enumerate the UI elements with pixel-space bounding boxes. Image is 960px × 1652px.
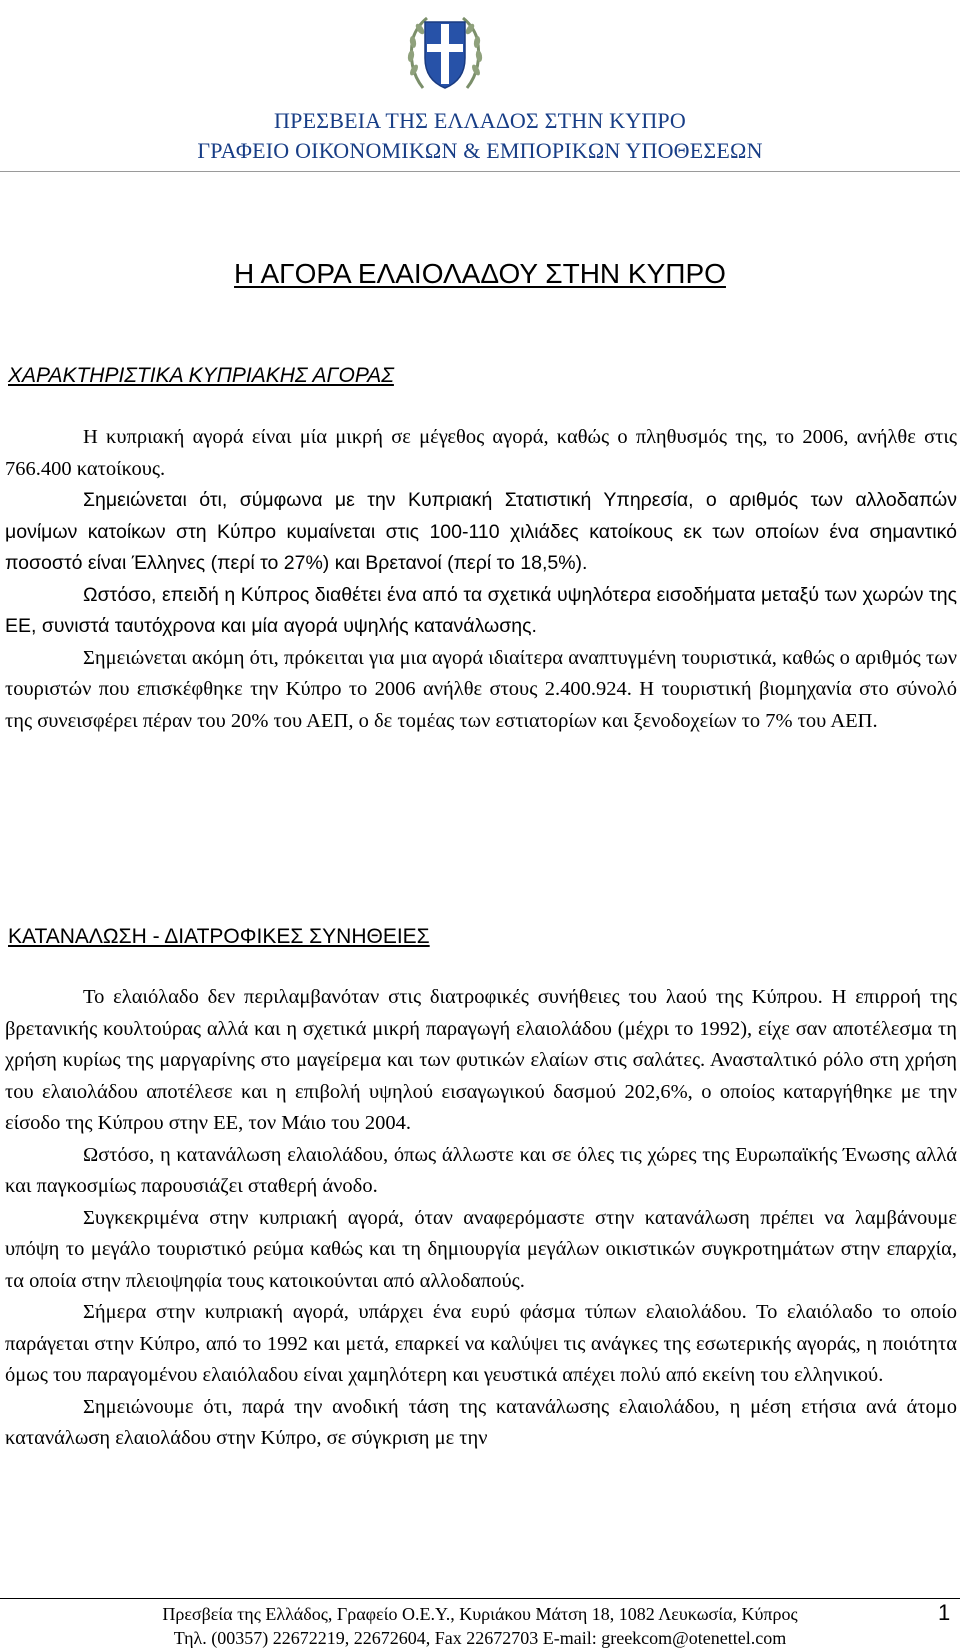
paragraph: Σημειώνεται ότι, σύμφωνα με την Κυπριακή Στατιστική Υπηρεσία, ο αριθμός των αλλοδαπών μονίμων κατοίκων στη Κύπρο κυμαίνεται στις 100-110 χιλιάδες κατοίκους εκ των οποίων ένα σημαντικό ποσοστό είναι Έλληνες (περί το 27%) και Βρετανοί (περί το 18,5%).: [5, 489, 957, 574]
paragraph: Σήμερα στην κυπριακή αγορά, υπάρχει ένα ευρύ φάσμα τύπων ελαιολάδου. Το ελαιόλαδο το οποίο παράγεται στην Κύπρο, από το 1992 και μετά, επαρκεί να καλύψει τις ανάγκες της εσωτερικής αγοράς, η ποιότητα όμως του παραγομένου ελαιόλαδου είναι χαμηλότερη και γευστικά απέχει πολύ από εκείνη του ελληνικού.: [5, 1301, 957, 1386]
section-body-market: [5, 422, 957, 737]
section-body-consumption: [5, 982, 957, 1455]
footer-address: Πρεσβεία της Ελλάδος, Γραφείο Ο.Ε.Υ., Κυριάκου Μάτση 18, 1082 Λευκωσία, Κύπρος: [162, 1604, 798, 1624]
paragraph: Σημειώνεται ακόμη ότι, πρόκειται για μια αγορά ιδιαίτερα αναπτυγμένη τουριστικά, καθώς ο αριθμός των τουριστών που επισκέφθηκε την Κύπρο το 2006 ανήλθε στους 2.400.924. Η τουριστική βιομηχανία στο σύνολό της συνεισφέρει πέραν του 20% του ΑΕΠ, ο δε τομέας των εστιατορίων και ξενοδοχείων το 7% του ΑΕΠ.: [5, 646, 957, 732]
header-divider: [0, 171, 960, 172]
office-name: ΓΡΑΦΕΙΟ ΟΙΚΟΝΟΜΙΚΩΝ & ΕΜΠΟΡΙΚΩΝ ΥΠΟΘΕΣΕΩΝ: [197, 138, 763, 163]
section-heading-market: ΧΑΡΑΚΤΗΡΙΣΤΙΚΑ ΚΥΠΡΙΑΚΗΣ ΑΓΟΡΑΣ: [8, 364, 394, 387]
paragraph: Ωστόσο, επειδή η Κύπρος διαθέτει ένα από τα σχετικά υψηλότερα εισοδήματα μεταξύ των χωρών της ΕΕ, συνιστά ταυτόχρονα και μία αγορά υψηλής κατανάλωσης.: [5, 583, 957, 637]
document-title: Η ΑΓΟΡΑ ΕΛΑΙΟΛΑΔΟΥ ΣΤΗΝ ΚΥΠΡΟ: [234, 258, 726, 289]
page-number: 1: [938, 1600, 951, 1625]
paragraph: Ωστόσο, η κατανάλωση ελαιολάδου, όπως άλλωστε και σε όλες τις χώρες της Ευρωπαϊκής Ένωσης αλλά και παγκοσμίως παρουσιάζει σταθερή άνοδο.: [5, 1143, 957, 1197]
section-heading-consumption: ΚΑΤΑΝΑΛΩΣΗ - ΔΙΑΤΡΟΦΙΚΕΣ ΣΥΝΗΘΕΙΕΣ: [8, 925, 430, 948]
paragraph: Το ελαιόλαδο δεν περιλαμβανόταν στις διατροφικές συνήθειες του λαού της Κύπρου. Η επιρροή της βρετανικής κουλτούρας αλλά και η σχετικά μικρή παραγωγή ελαιολάδου (μέχρι το 1992), είχε σαν αποτέλεσμα τη χρήση κυρίως της μαργαρίνης στο μαγείρεμα και των φυτικών ελαίων στις σαλάτες. Ανασταλτικό ρόλο στη χρήση του ελαιολάδου αποτέλεσε και η επιβολή υψηλού εισαγωγικού δασμού 202,6%, ο οποίος καταργήθηκε με την είσοδο της Κύπρου στην ΕΕ, τον Μάιο του 2004.: [5, 986, 957, 1134]
greek-coat-of-arms-icon: [401, 8, 489, 96]
paragraph: Συγκεκριμένα στην κυπριακή αγορά, όταν αναφερόμαστε στην κατανάλωση πρέπει να λαμβάνουμε υπόψη το μεγάλο τουριστικό ρεύμα καθώς και τη δημιουργία μεγάλων οικιστικών συγκροτημάτων στην επαρχία, τα οποία στην πλειοψηφία τους κατοικούνται από αλλοδαπούς.: [5, 1206, 957, 1292]
footer-contact: Τηλ. (00357) 22672219, 22672604, Fax 22672703 E-mail: greekcom@otenettel.com: [173, 1628, 787, 1648]
paragraph: Σημειώνουμε ότι, παρά την ανοδική τάση της κατανάλωσης ελαιολάδου, η μέση ετήσια ανά άτομο κατανάλωση ελαιολάδου στην Κύπρο, σε σύγκριση με την: [5, 1395, 957, 1449]
footer-divider: [0, 1598, 960, 1599]
paragraph: Η κυπριακή αγορά είναι μία μικρή σε μέγεθος αγορά, καθώς ο πληθυσμός της, το 2006, ανήλθε στις 766.400 κατοίκους.: [5, 426, 957, 480]
embassy-name: ΠΡΕΣΒΕΙΑ ΤΗΣ ΕΛΛΑΔΟΣ ΣΤΗΝ ΚΥΠΡΟ: [274, 108, 686, 133]
